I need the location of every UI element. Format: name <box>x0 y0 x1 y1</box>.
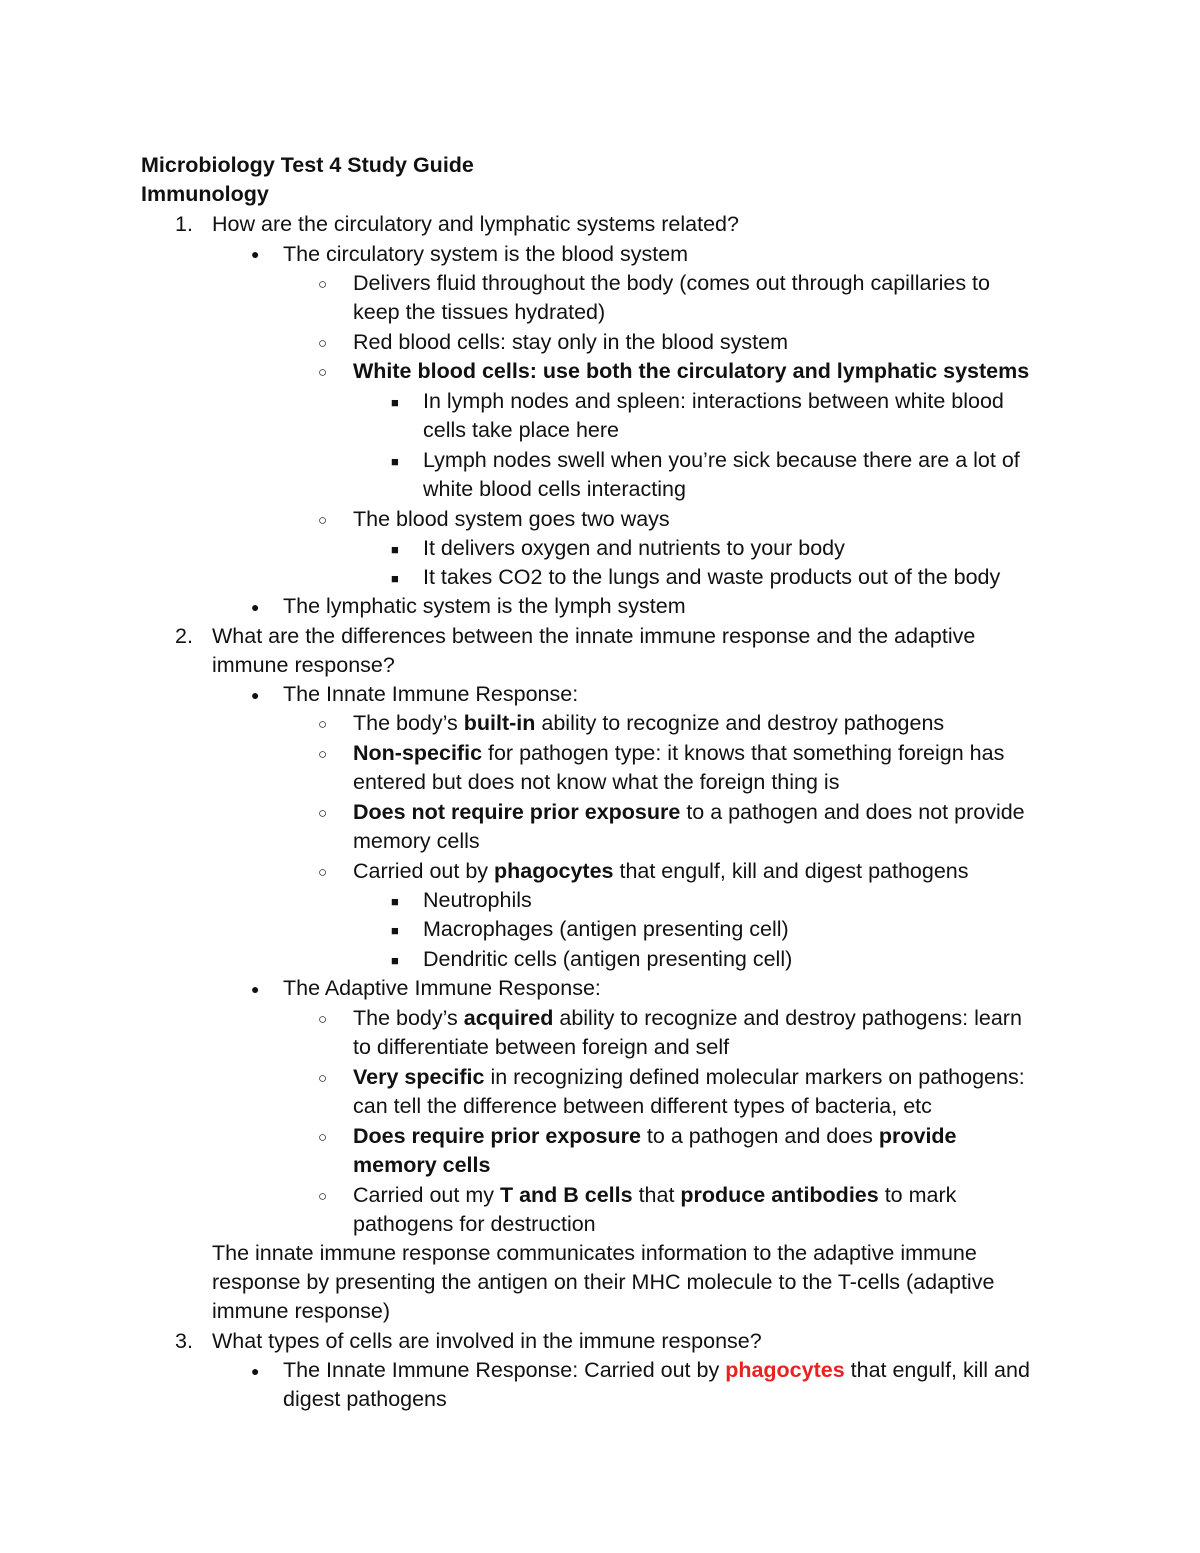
q2-question: What are the differences between the innate immune response and the adaptive <box>212 624 976 648</box>
q1-question: How are the circulatory and lymphatic systems related? <box>212 212 739 236</box>
q2-adaptive-specific-cont: can tell the difference between different types of bacteria, etc <box>353 1094 932 1118</box>
square-bullet-icon: ■ <box>391 542 399 557</box>
q1-sub-white-cells: White blood cells: use both the circulatory and lymphatic systems <box>353 359 1030 383</box>
q1-sub-red-cells: Red blood cells: stay only in the blood system <box>353 330 789 354</box>
circle-bullet-icon: ○ <box>318 1129 328 1146</box>
disc-bullet-icon: ● <box>251 687 260 703</box>
q2-adaptive-acquired: The body’s acquired ability to recognize and destroy pathogens: learn <box>353 1006 1022 1030</box>
q1-bullet-circulatory: The circulatory system is the blood system <box>283 242 689 266</box>
circle-bullet-icon: ○ <box>318 716 328 733</box>
q2-adaptive-exposure-cont: memory cells <box>353 1153 491 1177</box>
q1-subsub-oxygen: It delivers oxygen and nutrients to your body <box>423 536 845 560</box>
q1-subsub-co2: It takes CO2 to the lungs and waste products out of the body <box>423 565 1001 589</box>
q2-adaptive-tb-cells-cont: pathogens for destruction <box>353 1212 596 1236</box>
q2-innate-cell-dendritic: Dendritic cells (antigen presenting cell) <box>423 947 793 971</box>
q2-innate-cell-neutrophils: Neutrophils <box>423 888 532 912</box>
disc-bullet-icon: ● <box>251 1363 260 1379</box>
circle-bullet-icon: ○ <box>318 805 328 822</box>
q2-innate-exposure: Does not require prior exposure to a pathogen and does not provide <box>353 800 1025 824</box>
circle-bullet-icon: ○ <box>318 512 328 529</box>
q2-innate-nonspecific: Non-specific for pathogen type: it knows that something foreign has <box>353 741 1005 765</box>
disc-bullet-icon: ● <box>251 981 260 997</box>
square-bullet-icon: ■ <box>391 571 399 586</box>
q2-adaptive-tb-cells: Carried out my T and B cells that produce antibodies to mark <box>353 1183 957 1207</box>
q1-sub-fluid: Delivers fluid throughout the body (comes out through capillaries to <box>353 271 990 295</box>
document-title: Microbiology Test 4 Study Guide <box>141 153 474 177</box>
q2-adaptive-exposure: Does require prior exposure to a pathogen and does provide <box>353 1124 957 1148</box>
q2-innate-nonspecific-cont: entered but does not know what the foreign thing is <box>353 770 840 794</box>
circle-bullet-icon: ○ <box>318 746 328 763</box>
q1-subsub-swell-cont: white blood cells interacting <box>423 477 686 501</box>
q1-sub-fluid-cont: keep the tissues hydrated) <box>353 300 606 324</box>
circle-bullet-icon: ○ <box>318 335 328 352</box>
q1-subsub-lymph-nodes: In lymph nodes and spleen: interactions between white blood <box>423 389 1004 413</box>
section-heading: Immunology <box>141 182 269 206</box>
square-bullet-icon: ■ <box>391 395 399 410</box>
q2-innate-heading: The Innate Immune Response: <box>283 682 579 706</box>
square-bullet-icon: ■ <box>391 923 399 938</box>
q3-innate-phagocytes-cont: digest pathogens <box>283 1387 447 1411</box>
q2-innate-exposure-cont: memory cells <box>353 829 480 853</box>
q3-question: What types of cells are involved in the immune response? <box>212 1329 762 1353</box>
q2-note-line-1: The innate immune response communicates information to the adaptive immune <box>212 1241 977 1265</box>
q1-subsub-lymph-nodes-cont: cells take place here <box>423 418 619 442</box>
q2-innate-phagocytes: Carried out by phagocytes that engulf, kill and digest pathogens <box>353 859 969 883</box>
circle-bullet-icon: ○ <box>318 1011 328 1028</box>
q2-adaptive-heading: The Adaptive Immune Response: <box>283 976 601 1000</box>
circle-bullet-icon: ○ <box>318 1188 328 1205</box>
q2-question-cont: immune response? <box>212 653 395 677</box>
disc-bullet-icon: ● <box>251 246 260 262</box>
square-bullet-icon: ■ <box>391 953 399 968</box>
square-bullet-icon: ■ <box>391 894 399 909</box>
q2-adaptive-specific: Very specific in recognizing defined molecular markers on pathogens: <box>353 1065 1025 1089</box>
q2-innate-cell-macrophages: Macrophages (antigen presenting cell) <box>423 917 789 941</box>
q1-bullet-lymphatic: The lymphatic system is the lymph system <box>283 594 686 618</box>
q2-innate-builtin: The body’s built-in ability to recognize and destroy pathogens <box>353 711 945 735</box>
q2-adaptive-acquired-cont: to differentiate between foreign and self <box>353 1035 730 1059</box>
q2-note-line-2: response by presenting the antigen on their MHC molecule to the T-cells (adaptive <box>212 1270 995 1294</box>
q1-subsub-swell: Lymph nodes swell when you’re sick because there are a lot of <box>423 448 1020 472</box>
circle-bullet-icon: ○ <box>318 364 328 381</box>
square-bullet-icon: ■ <box>391 454 399 469</box>
q3-innate-phagocytes: The Innate Immune Response: Carried out by phagocytes that engulf, kill and <box>283 1358 1030 1382</box>
q1-sub-two-ways: The blood system goes two ways <box>353 507 670 531</box>
q3-number: 3. <box>175 1329 193 1353</box>
circle-bullet-icon: ○ <box>318 1070 328 1087</box>
q2-number: 2. <box>175 624 193 648</box>
q1-number: 1. <box>175 212 193 236</box>
circle-bullet-icon: ○ <box>318 276 328 293</box>
q2-note-line-3: immune response) <box>212 1299 391 1323</box>
circle-bullet-icon: ○ <box>318 864 328 881</box>
disc-bullet-icon: ● <box>251 599 260 615</box>
